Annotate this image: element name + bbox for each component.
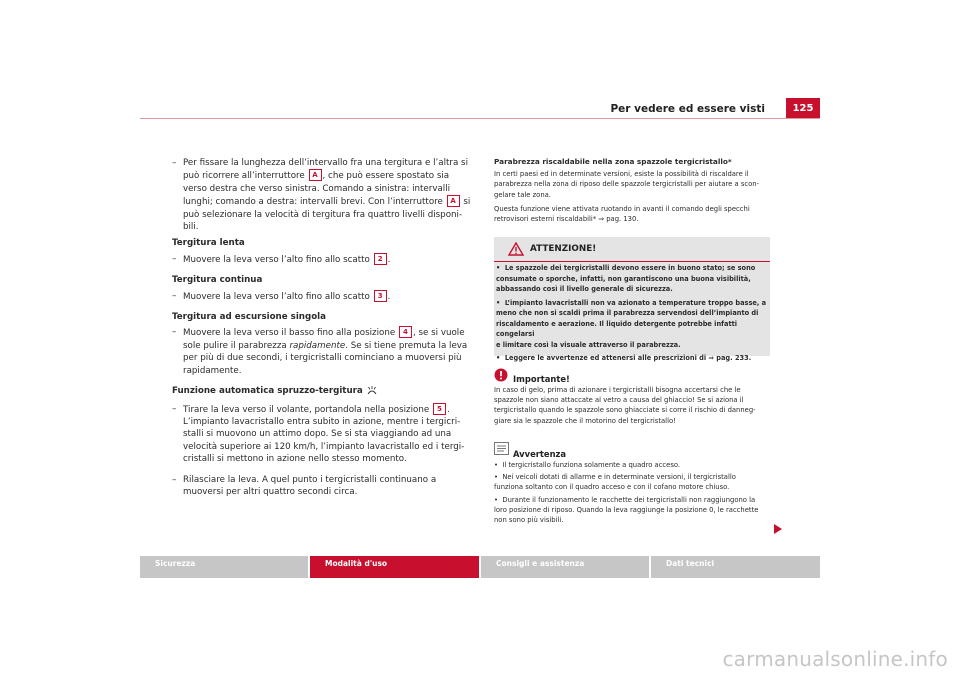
importante-body: In caso di gelo, prima di azionare i tergicristalli bisogna accertarsi che le spazzole non siano attaccate al vetro a causa del ghiaccio! Se si aziona il tergicristallo quando le spazzole sono ghiacciate si corre il rischio di danneg- giare sia le spazzole che il motorino del tergicristallo! [494, 386, 756, 425]
text-line: lunghi; comando a destra: intervalli brevi. Con l’interruttore A si [183, 197, 471, 208]
bullet-icon: • [496, 354, 501, 362]
warning-body: • Le spazzole dei tergicristalli devono essere in buono stato; se sono consumate o sporche, infatti, non garantiscono una buona visibilità, abbassando così il livello generale di sicurezza. • L’impianto lavacristalli non va azionato a temperature troppo basse, a meno che non si scaldi prima il parabrezza servendosi dell’impianto di riscaldamento e aerazione. Il liquido detergente potrebbe infatti congelarsi e limitare così la visuale attraverso il parabrezza. • Leggere le avvertenze ed attenersi alle prescrizioni di ⇒ pag. 233. [496, 264, 767, 362]
instruction-interval [172, 157, 472, 233]
instruction-rilasciare: – Rilasciare la leva. A quel punto i tergicristalli continuano a muoversi per altri quattro secondi circa. [172, 474, 437, 497]
avvertenza-body: • Il tergicristallo funziona solamente a quadro acceso. • Nei veicoli dotati di allarme e in determinate versioni, il tergicristallo funziona soltanto con il quadro acceso e con il cofano motore chiuso. • Durante il funzionamento le racchette dei tergicristalli non raggiungono la loro posizione di riposo. Quando la leva raggiunge la posizione 0, le racchette non sono più visibili. [494, 461, 759, 525]
importante-icon [494, 367, 508, 386]
callout-badge-4: 4 [399, 326, 412, 338]
right-column: Parabrezza riscaldabile nella zona spazzole tergicristallo* In certi paesi ed in determinate versioni, esiste la possibilità di riscaldare il parabrezza nella zona di riposo delle spazzole tergicristalli per aiutare a scon- gelare tale zona. Questa funzione viene attivata ruotando in avanti il comando degli specchi retrovisori esterni riscaldabili* ⇒ pag. 130. [494, 157, 774, 224]
text-line: verso destra che verso sinistra. Comando a sinistra: intervalli [183, 183, 451, 194]
footer-tab-modalita-uso[interactable]: Modalità d'uso [310, 556, 479, 578]
heading-tergitura-lenta: Tergitura lenta [172, 238, 245, 249]
callout-badge-3: 3 [374, 290, 387, 302]
bullet-icon: • [496, 264, 501, 272]
bullet-icon: • [496, 298, 501, 307]
bullet-icon: • [494, 473, 499, 482]
callout-badge-a: A [309, 169, 322, 181]
header-divider [140, 118, 820, 119]
page-number: 125 [786, 98, 820, 118]
instruction-escursione: – Muovere la leva verso il basso fino alla posizione 4 , se si vuole sole pulire il parabrezza rapidamente. Se si tiene premuta la leva per più di due secondi, i tergicristalli cominciano a muoversi più rapidamente. [172, 327, 468, 376]
warning-title: ATTENZIONE! [530, 244, 597, 254]
footer-tab-dati-tecnici[interactable]: Dati tecnici [651, 556, 820, 578]
instruction-continua: – Muovere la leva verso l’alto fino allo scatto 3 . [172, 290, 391, 302]
left-column [172, 157, 472, 498]
dash-bullet: – [172, 158, 177, 168]
instruction-spruzzo: – Tirare la leva verso il volante, portandola nella posizione 5 . L’impianto lavacristallo entra subito in azione, mentre i tergicri- stalli si muovono un attimo dopo. Se si sta viaggiando ad una velocità superiore ai 120 km/h, l’impianto lavacristallo ed i tergi- cristalli si mettono in azione nello stesso momento. [172, 403, 465, 465]
watermark: carmanualsonline.info [722, 647, 948, 671]
heading-tergitura-continua: Tergitura continua [172, 275, 263, 286]
next-page-arrow-icon[interactable] [774, 524, 782, 534]
washer-spray-icon [366, 385, 378, 399]
heading-parabrezza: Parabrezza riscaldabile nella zona spazzole tergicristallo* [494, 157, 732, 166]
callout-badge-2: 2 [374, 253, 387, 265]
heading-spruzzo-tergitura: Funzione automatica spruzzo-tergitura [172, 385, 472, 399]
footer-tab-consigli[interactable]: Consigli e assistenza [481, 556, 649, 578]
note-icon [494, 440, 509, 459]
text-line: bili. [183, 222, 199, 233]
text-line: Per fissare la lunghezza dell’intervallo fra una tergitura e l’altra si [183, 158, 468, 168]
callout-badge-5: 5 [433, 403, 446, 415]
footer-tab-sicurezza[interactable]: Sicurezza [140, 556, 308, 578]
avvertenza-title: Avvertenza [513, 449, 567, 459]
importante-title: Importante! [513, 374, 570, 384]
warning-triangle-icon [508, 241, 524, 260]
callout-badge-a: A [447, 195, 460, 207]
text-line: può selezionare la velocità di tergitura fra quattro livelli disponi- [183, 209, 463, 220]
page-header-title: Per vedere ed essere visti [610, 103, 765, 115]
heading-escursione-singola: Tergitura ad escursione singola [172, 312, 327, 323]
bullet-icon: • [494, 495, 499, 504]
instruction-lenta: – Muovere la leva verso l’alto fino allo scatto 2 . [172, 253, 391, 265]
text-line: può ricorrere all’interruttore A , che può essere spostato sia [183, 171, 450, 182]
bullet-icon: • [494, 461, 499, 469]
